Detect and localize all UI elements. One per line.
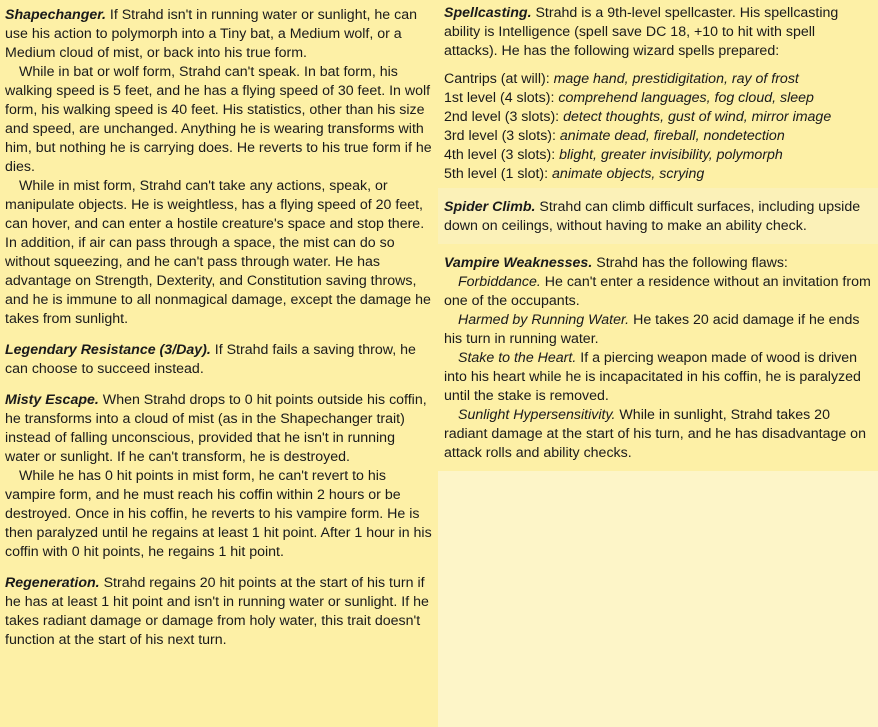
trait-text: Strahd has the following flaws: xyxy=(596,255,788,271)
trait-paragraph: While in mist form, Strahd can't take any actions, speak, or manipulate objects. He is weightless, has a flying speed of 20 feet, can hover, and can enter a hostile creature's space and stop there. In addition, if air can pass through a space, the mist can do so without squeezing, and he can't pass through water. He has advantage on Strength, Dexterity, and Constitution saving throws, and he is immune to all nonmagical damage, except the damage he takes from sunlight. xyxy=(5,178,431,327)
trait-text: Strahd can climb difficult surfaces, including upside down on ceilings, without having to make an ability check. xyxy=(444,199,861,234)
trait-text: Strahd regains 20 hit points at the start of his turn if he has at least 1 hit point and isn't in running water or sunlight. If he takes radiant damage or damage from holy water, this trait doesn't function at the start of his next turn. xyxy=(5,575,429,648)
spell-level: Cantrips (at will): mage hand, prestidigitation, ray of frost xyxy=(444,71,799,87)
weakness-item: Sunlight Hypersensitivity. While in sunlight, Strahd takes 20 radiant damage at the start of his turn, and he has disadvantage on attack rolls and ability checks. xyxy=(444,407,866,461)
trait-spider-climb xyxy=(438,188,878,244)
spell-list xyxy=(444,70,872,184)
spell-level: 3rd level (3 slots): animate dead, fireball, nondetection xyxy=(444,128,785,144)
trait-text: Strahd is a 9th-level spellcaster. His spellcasting ability is Intelligence (spell save DC 18, +10 to hit with spell attacks). He has the following wizard spells prepared: xyxy=(444,5,839,59)
trait-shapechanger xyxy=(0,0,438,329)
trait-name-legendary: Legendary Resistance (3/Day). xyxy=(5,342,211,358)
left-column xyxy=(0,0,438,727)
trait-spellcasting xyxy=(438,0,878,188)
trait-name-misty: Misty Escape. xyxy=(5,392,99,408)
trait-name-spellcasting: Spellcasting. xyxy=(444,5,532,21)
weakness-item: Harmed by Running Water. He takes 20 acid damage if he ends his turn in running water. xyxy=(444,312,860,347)
trait-legendary-resistance xyxy=(0,341,438,379)
trait-text: If Strahd fails a saving throw, he can choose to succeed instead. xyxy=(5,342,416,377)
trait-paragraph: While in bat or wolf form, Strahd can't speak. In bat form, his walking speed is 5 feet, and he has a flying speed of 30 feet. In wolf form, his walking speed is 40 feet. His statistics, other than his size and speed, are unchanged. Anything he is wearing transforms with him, but nothing he is carrying does. He reverts to his true form if he dies. xyxy=(5,64,432,175)
trait-text: If Strahd isn't in running water or sunlight, he can use his action to polymorph into a Tiny bat, a Medium wolf, or a Medium cloud of mist, or back into his true form. xyxy=(5,7,418,61)
trait-paragraph: While he has 0 hit points in mist form, he can't revert to his vampire form, and he must reach his coffin within 2 hours or be destroyed. Once in his coffin, he reverts to his vampire form. He is then paralyzed until he regains at least 1 hit point. After 1 hour in his coffin with 0 hit points, he regains 1 hit point. xyxy=(5,468,432,560)
spell-level: 5th level (1 slot): animate objects, scrying xyxy=(444,166,705,182)
trait-name-weakness: Vampire Weaknesses. xyxy=(444,255,593,271)
spell-level: 2nd level (3 slots): detect thoughts, gust of wind, mirror image xyxy=(444,109,832,125)
spell-level: 4th level (3 slots): blight, greater invisibility, polymorph xyxy=(444,147,783,163)
trait-regeneration xyxy=(0,574,438,650)
weakness-item: Forbiddance. He can't enter a residence without an invitation from one of the occupants. xyxy=(444,274,871,309)
trait-vampire-weaknesses xyxy=(438,244,878,471)
trait-name-regeneration: Regeneration. xyxy=(5,575,100,591)
trait-name-shapechanger: Shapechanger. xyxy=(5,7,106,23)
trait-name-spider: Spider Climb. xyxy=(444,199,536,215)
trait-text: When Strahd drops to 0 hit points outside his coffin, he transforms into a cloud of mist (as in the Shapechanger trait) instead of falling unconscious, provided that he isn't in running water or sunlight. If he can't transform, he is destroyed. xyxy=(5,392,427,465)
right-column xyxy=(438,0,878,727)
weakness-item: Stake to the Heart. If a piercing weapon made of wood is driven into his heart while he is incapacitated in his coffin, he is paralyzed until the stake is removed. xyxy=(444,350,861,404)
trait-misty-escape xyxy=(0,391,438,562)
spell-level: 1st level (4 slots): comprehend languages, fog cloud, sleep xyxy=(444,90,814,106)
